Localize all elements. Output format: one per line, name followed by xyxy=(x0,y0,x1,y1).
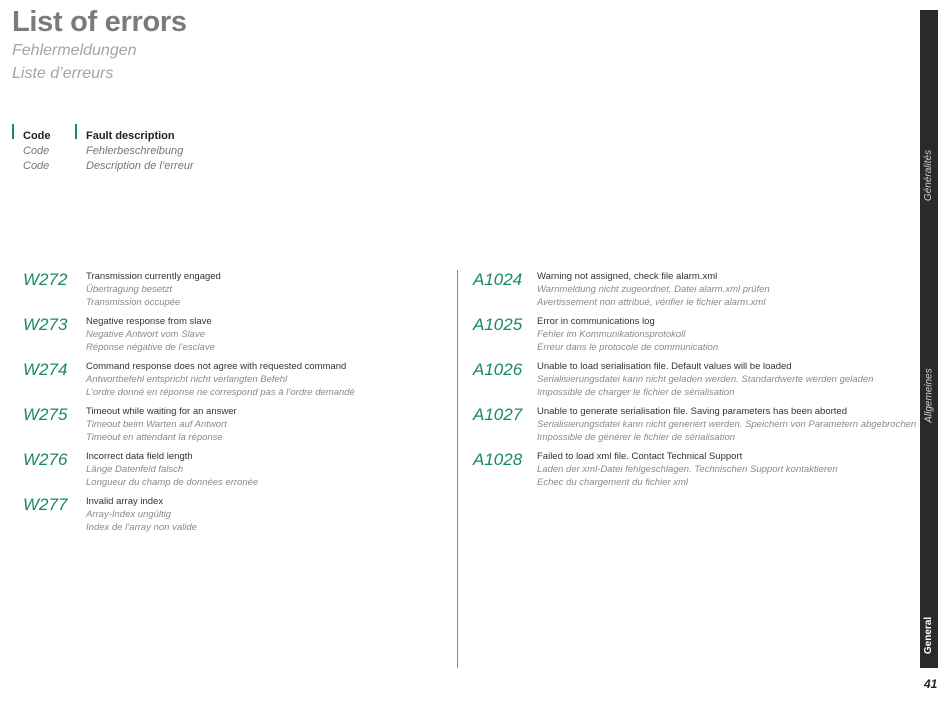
error-code: A1025 xyxy=(473,315,523,334)
error-code: A1028 xyxy=(473,450,523,469)
desc-fr: Echec du chargement du fichier xml xyxy=(537,477,689,488)
desc-de: Serialisierungsdatei kann nicht geladen werden. Standardwerte werden geladen xyxy=(537,374,874,385)
desc-de: Antwortbefehl entspricht nicht verlangten Befehl xyxy=(86,374,288,385)
desc-fr: Erreur dans le protocole de communication xyxy=(537,342,719,353)
desc-en: Command response does not agree with requested command xyxy=(86,361,347,372)
column-divider xyxy=(457,270,458,668)
error-code: W276 xyxy=(23,450,68,469)
error-entry-a1028 xyxy=(473,450,913,495)
page-title: List of errors xyxy=(12,6,187,38)
error-code: A1024 xyxy=(473,270,523,289)
error-description xyxy=(86,270,221,309)
fault-header-fr: Description de l’erreur xyxy=(86,160,194,172)
error-entry-w275 xyxy=(23,405,423,450)
error-entry-w272 xyxy=(23,270,423,315)
sidebar-tab-generalites[interactable] xyxy=(920,110,938,240)
desc-fr: Timeout en attendant la réponse xyxy=(86,432,223,443)
sidebar-tab-allgemeines[interactable] xyxy=(920,330,938,460)
desc-fr: Transmission occupée xyxy=(86,297,181,308)
desc-en: Error in communications log xyxy=(537,316,655,327)
error-description xyxy=(86,450,258,489)
error-description xyxy=(86,405,237,444)
error-entry-w274 xyxy=(23,360,423,405)
desc-de: Timeout beim Warten auf Antwort xyxy=(86,419,227,430)
page-subtitle-de: Fehlermeldungen xyxy=(12,42,137,59)
page-number: 41 xyxy=(924,677,938,691)
error-entry-w273 xyxy=(23,315,423,360)
error-description xyxy=(537,360,873,399)
error-description xyxy=(537,315,718,354)
sidebar-label-fr: Généralités xyxy=(923,149,935,201)
fault-header xyxy=(86,129,194,174)
code-header-fr: Code xyxy=(23,160,50,172)
desc-fr: Avertissement non attribué, vérifier le fichier alarm.xml xyxy=(537,297,766,308)
code-header-de: Code xyxy=(23,145,50,157)
error-code: A1026 xyxy=(473,360,523,379)
fault-header-de: Fehlerbeschreibung xyxy=(86,145,184,157)
error-description xyxy=(537,450,838,489)
code-header-en: Code xyxy=(23,130,51,142)
desc-en: Invalid array index xyxy=(86,496,164,507)
desc-de: Laden der xml-Datei fehlgeschlagen. Technischen Support kontaktieren xyxy=(537,464,838,475)
code-header-marker xyxy=(12,124,14,139)
desc-en: Warning not assigned, check file alarm.xml xyxy=(537,271,718,282)
desc-en: Incorrect data field length xyxy=(86,451,193,462)
desc-fr: Impossible de générer le fichier de sérialisation xyxy=(537,432,736,443)
desc-de: Negative Antwort vom Slave xyxy=(86,329,205,340)
error-description xyxy=(86,495,197,534)
desc-en: Negative response from slave xyxy=(86,316,212,327)
sidebar-label-de: Allgemeines xyxy=(923,367,935,423)
error-entry-w276 xyxy=(23,450,423,495)
desc-de: Länge Datenfeld falsch xyxy=(86,464,184,475)
error-entry-a1027 xyxy=(473,405,917,450)
error-code: A1027 xyxy=(473,405,523,424)
sidebar-tab-general[interactable] xyxy=(920,580,938,690)
fault-header-en: Fault description xyxy=(86,130,175,142)
desc-de: Übertragung besetzt xyxy=(86,284,173,295)
error-description xyxy=(86,315,215,354)
desc-fr: L’ordre donné en réponse ne correspond pas à l’ordre demandé xyxy=(86,387,355,398)
desc-fr: Index de l’array non valide xyxy=(86,522,197,533)
sidebar-label-en: General xyxy=(923,616,935,654)
error-code: W274 xyxy=(23,360,68,379)
page-subtitle-fr: Liste d’erreurs xyxy=(12,65,114,82)
desc-fr: Longueur du champ de données erronée xyxy=(86,477,259,488)
code-header xyxy=(23,129,51,174)
desc-de: Serialisierungsdatei kann nicht generiert werden. Speichern von Parametern abgebrochen xyxy=(537,419,917,430)
error-entry-w277 xyxy=(23,495,423,540)
error-entry-a1026 xyxy=(473,360,913,405)
desc-en: Timeout while waiting for an answer xyxy=(86,406,237,417)
error-entry-a1024 xyxy=(473,270,913,315)
desc-en: Transmission currently engaged xyxy=(86,271,221,282)
error-entry-a1025 xyxy=(473,315,913,360)
error-description xyxy=(537,270,770,309)
desc-en: Unable to generate serialisation file. Saving parameters has been aborted xyxy=(537,406,847,417)
error-code: W275 xyxy=(23,405,68,424)
desc-de: Fehler im Kommunikationsprotokoll xyxy=(537,329,686,340)
desc-de: Array-Index ungültig xyxy=(86,509,172,520)
desc-fr: Impossible de charger le fichier de sérialisation xyxy=(537,387,735,398)
fault-header-marker xyxy=(75,124,77,139)
desc-fr: Réponse négative de l’esclave xyxy=(86,342,215,353)
error-code: W272 xyxy=(23,270,68,289)
error-description xyxy=(86,360,355,399)
error-description xyxy=(537,405,916,444)
desc-de: Warnmeldung nicht zugeordnet, Datei alarm.xml prüfen xyxy=(537,284,770,295)
error-code: W277 xyxy=(23,495,68,514)
desc-en: Failed to load xml file. Contact Technical Support xyxy=(537,451,743,462)
desc-en: Unable to load serialisation file. Default values will be loaded xyxy=(537,361,792,372)
error-code: W273 xyxy=(23,315,68,334)
